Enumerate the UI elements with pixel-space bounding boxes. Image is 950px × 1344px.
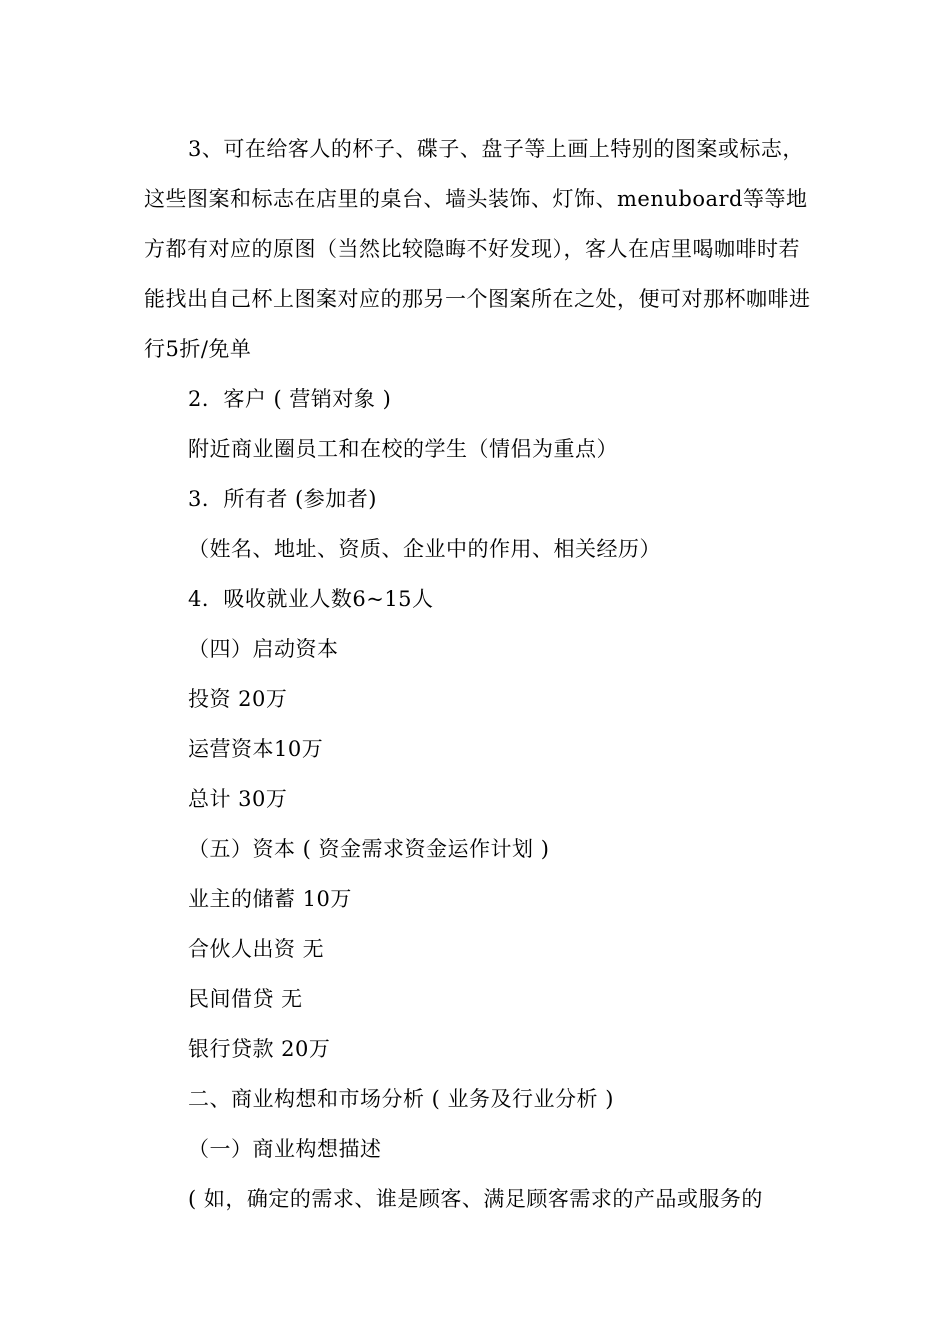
line-business-concept-text: ( 如，确定的需求、谁是顾客、满足顾客需求的产品或服务的 xyxy=(188,1187,763,1211)
line-total: 总计 30万 xyxy=(188,787,288,811)
line-customer-description: 附近商业圈员工和在校的学生（情侣为重点） xyxy=(188,437,618,461)
line-startup-capital-heading: （四）启动资本 xyxy=(188,637,339,661)
line-owner-heading: 3．所有者 (参加者) xyxy=(188,487,377,511)
line-capital-plan-heading: （五）资本 ( 资金需求资金运作计划 ) xyxy=(188,837,550,861)
line-partner-investment: 合伙人出资 无 xyxy=(188,937,325,961)
line-investment: 投资 20万 xyxy=(188,687,288,711)
line-customer-heading: 2．客户 ( 营销对象 ) xyxy=(188,387,392,411)
line-private-loan: 民间借贷 无 xyxy=(188,987,303,1011)
line-operating-capital: 运营资本10万 xyxy=(188,737,324,761)
line-owner-details: （姓名、地址、资质、企业中的作用、相关经历） xyxy=(188,537,661,561)
line-owner-savings: 业主的储蓄 10万 xyxy=(188,887,352,911)
line-bank-loan: 银行贷款 20万 xyxy=(188,1037,331,1061)
line-business-concept-heading: （一）商业构想描述 xyxy=(188,1137,382,1161)
line-section-two-heading: 二、商业构想和市场分析 ( 业务及行业分析 ) xyxy=(188,1087,614,1111)
paragraph-cup-pattern-promotion: 3、可在给客人的杯子、碟子、盘子等上画上特别的图案或标志，这些图案和标志在店里的桌台、墙头装饰、灯饰、menuboard等等地方都有对应的原图（当然比较隐晦不好发现），客人在店里喝咖啡时若能找出自己杯上图案对应的那另一个图案所在之处，便可对那杯咖啡进行5折/免单 xyxy=(144,137,811,361)
line-employment-count: 4．吸收就业人数6~15人 xyxy=(188,587,434,611)
